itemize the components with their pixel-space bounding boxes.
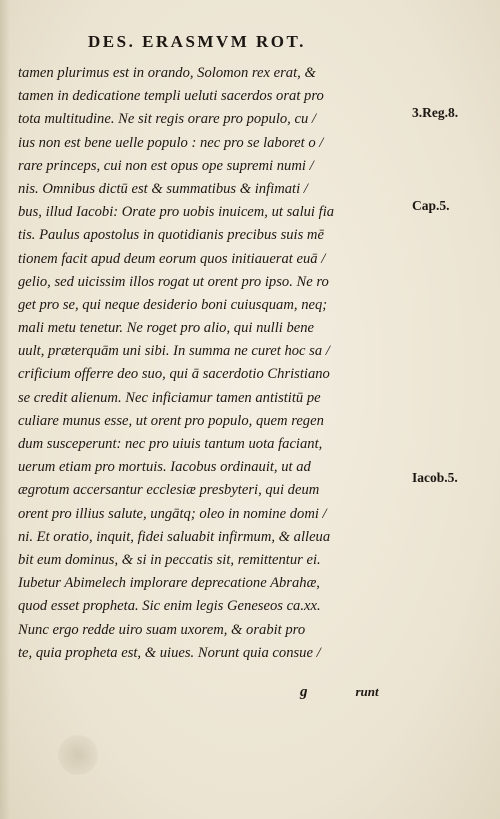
text-line: orent pro illius salute, ungātq; oleo in nomine domi / <box>18 505 327 522</box>
text-line: crificium offerre deo suo, qui ā sacerdotio Christiano <box>18 366 330 383</box>
text-line: gelio, sed uicissim illos rogat ut orent pro ipso. Ne ro <box>18 273 329 290</box>
margin-note-cap: Cap.5. <box>412 198 450 213</box>
text-line: nis. Omnibus dictū est & summatibus & infimati / <box>18 180 308 197</box>
text-line: get pro se, qui neque desiderio boni cuiusquam, neq; <box>18 296 328 313</box>
text-line: ægrotum accersantur ecclesiæ presbyteri, qui deum <box>18 482 320 499</box>
text-line: uult, præterquām uni sibi. In summa ne curet hoc sa / <box>18 343 330 360</box>
text-line: quod esset propheta. Sic enim legis Geneseos ca.xx. <box>18 598 321 615</box>
text-line: rare princeps, cui non est opus ope supremi numi / <box>18 157 314 174</box>
text-line: tamen plurimus est in orando, Solomon rex erat, & <box>18 65 316 81</box>
margin-note-iacob: Iacob.5. <box>412 470 458 485</box>
text-line: ni. Et oratio, inquit, fidei saluabit infirmum, & alleua <box>18 528 331 545</box>
page-footer <box>300 684 379 701</box>
text-line: tionem facit apud deum eorum quos initiauerat euā / <box>18 250 326 267</box>
paper-stain <box>58 735 98 775</box>
text-line: tamen in dedicatione templi ueluti sacerdos orat pro <box>18 88 324 105</box>
signature-mark: g <box>300 684 308 700</box>
text-line: culiare munus esse, ut orent pro populo, quem regen <box>18 412 324 429</box>
text-line: se credit alienum. Nec inficiamur tamen antistitū pe <box>18 389 321 406</box>
text-line: uerum etiam pro mortuis. Iacobus ordinauit, ut ad <box>18 459 311 476</box>
text-line: tota multitudine. Ne sit regis orare pro populo, cu / <box>18 111 316 128</box>
text-line: Iubetur Abimelech implorare deprecatione Abrahæ, <box>18 575 320 592</box>
text-line: ius non est bene uelle populo : nec pro se laboret o / <box>18 134 324 151</box>
text-line: mali metu tenetur. Ne roget pro alio, qui nulli bene <box>18 320 315 337</box>
text-line: Nunc ergo redde uiro suam uxorem, & orabit pro <box>18 621 306 638</box>
text-line: dum susceperunt: nec pro uiuis tantum uota faciant, <box>18 436 323 452</box>
margin-note-reg: 3.Reg.8. <box>412 105 459 120</box>
catchword: runt <box>355 684 379 699</box>
page-gutter-shadow <box>0 0 10 819</box>
text-line: bit eum dominus, & si in peccatis sit, remittentur ei. <box>18 551 321 568</box>
running-head: DES. ERASMVM ROT. <box>88 32 306 51</box>
text-line: tis. Paulus apostolus in quotidianis precibus suis mē <box>18 227 324 244</box>
body-text <box>18 62 408 665</box>
text-line: bus, illud Iacobi: Orate pro uobis inuicem, ut salui fia <box>18 204 335 221</box>
text-line: te, quia propheta est, & uiues. Norunt quia consue / <box>18 644 321 661</box>
